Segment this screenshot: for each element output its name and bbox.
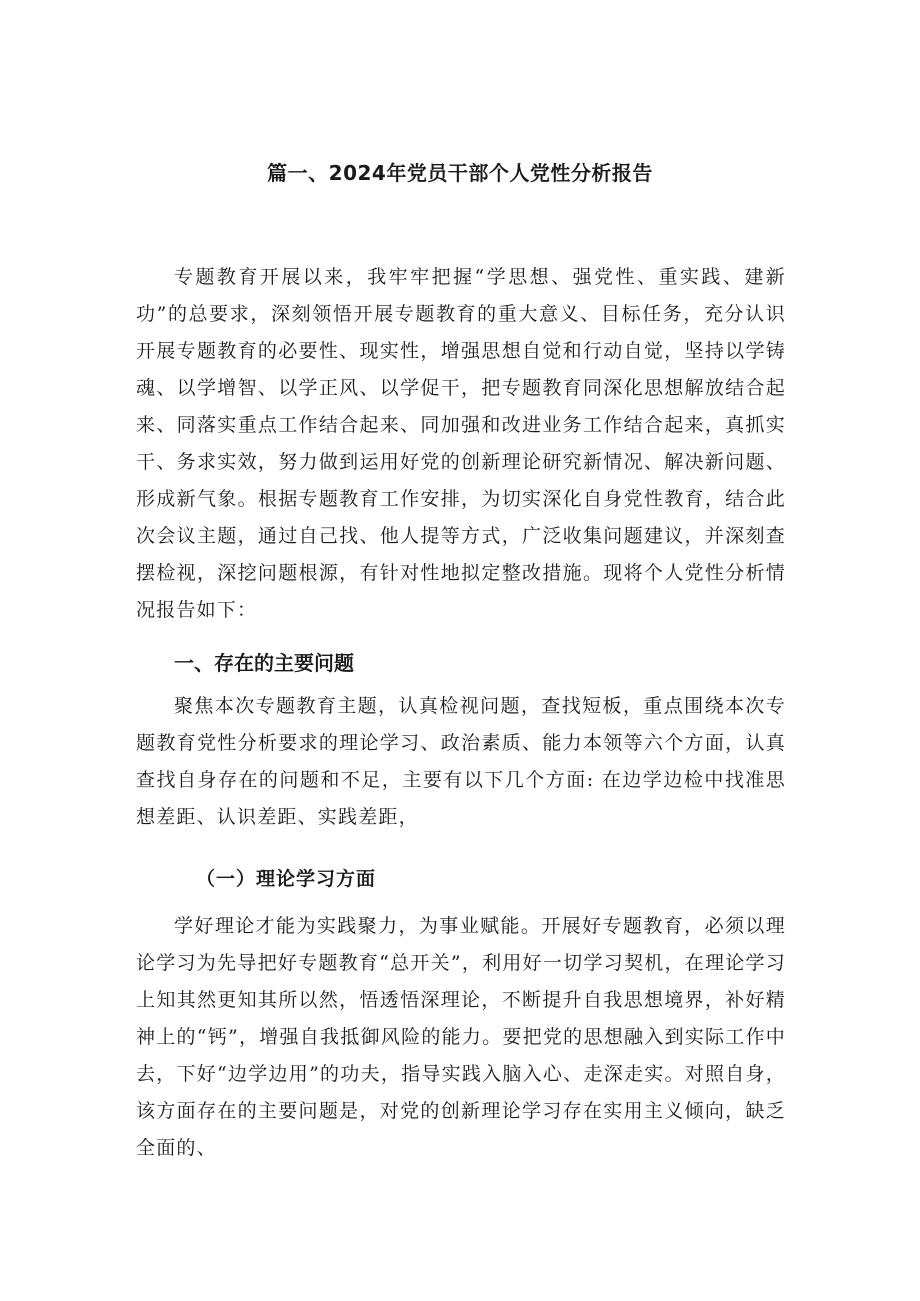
document-title: 篇一、2024年党员干部个人党性分析报告 [267, 161, 653, 185]
section-paragraph: 聚焦本次专题教育主题，认真检视问题，查找短板，重点围绕本次专题教育党性分析要求的理论学习、政治素质、能力本领等六个方面，认真查找自身存在的问题和不足，主要有以下几个方面: 在边学边检中找准思想差距、认识差距、实践差距， [136, 695, 786, 828]
section-heading-main-problems: 一、存在的主要问题 [174, 651, 354, 675]
subsection-paragraph: 学好理论才能为实践聚力，为事业赋能。开展好专题教育，必须以理论学习为先导把好专题教育“总开关”，利用好一切学习契机，在理论学习上知其然更知其所以然，悟透悟深理论，不断提升自我思想境界，补好精神上的“钙”，增强自我抵御风险的能力。要把党的思想融入到实际工作中去，下好“边学边用”的功夫，指导实践入脑入心、走深走实。对照自身，该方面存在的主要问题是，对党的创新理论学习存在实用主义倾向，缺乏全面的、 [136, 915, 786, 1159]
intro-paragraph: 专题教育开展以来，我牢牢把握“学思想、强党性、重实践、建新功”的总要求，深刻领悟开展专题教育的重大意义、目标任务，充分认识开展专题教育的必要性、现实性，增强思想自觉和行动自觉，坚持以学铸魂、以学增智、以学正风、以学促干，把专题教育同深化思想解放结合起来、同落实重点工作结合起来、同加强和改进业务工作结合起来，真抓实干、务求实效，努力做到运用好党的创新理论研究新情况、解决新问题、形成新气象。根据专题教育工作安排，为切实深化自身党性教育，结合此次会议主题，通过自己找、他人提等方式，广泛收集问题建议，并深刻查摆检视，深挖问题根源，有针对性地拟定整改措施。现将个人党性分析情况报告如下： [136, 266, 786, 621]
subsection-heading-theory-study: （一）理论学习方面 [196, 868, 377, 890]
